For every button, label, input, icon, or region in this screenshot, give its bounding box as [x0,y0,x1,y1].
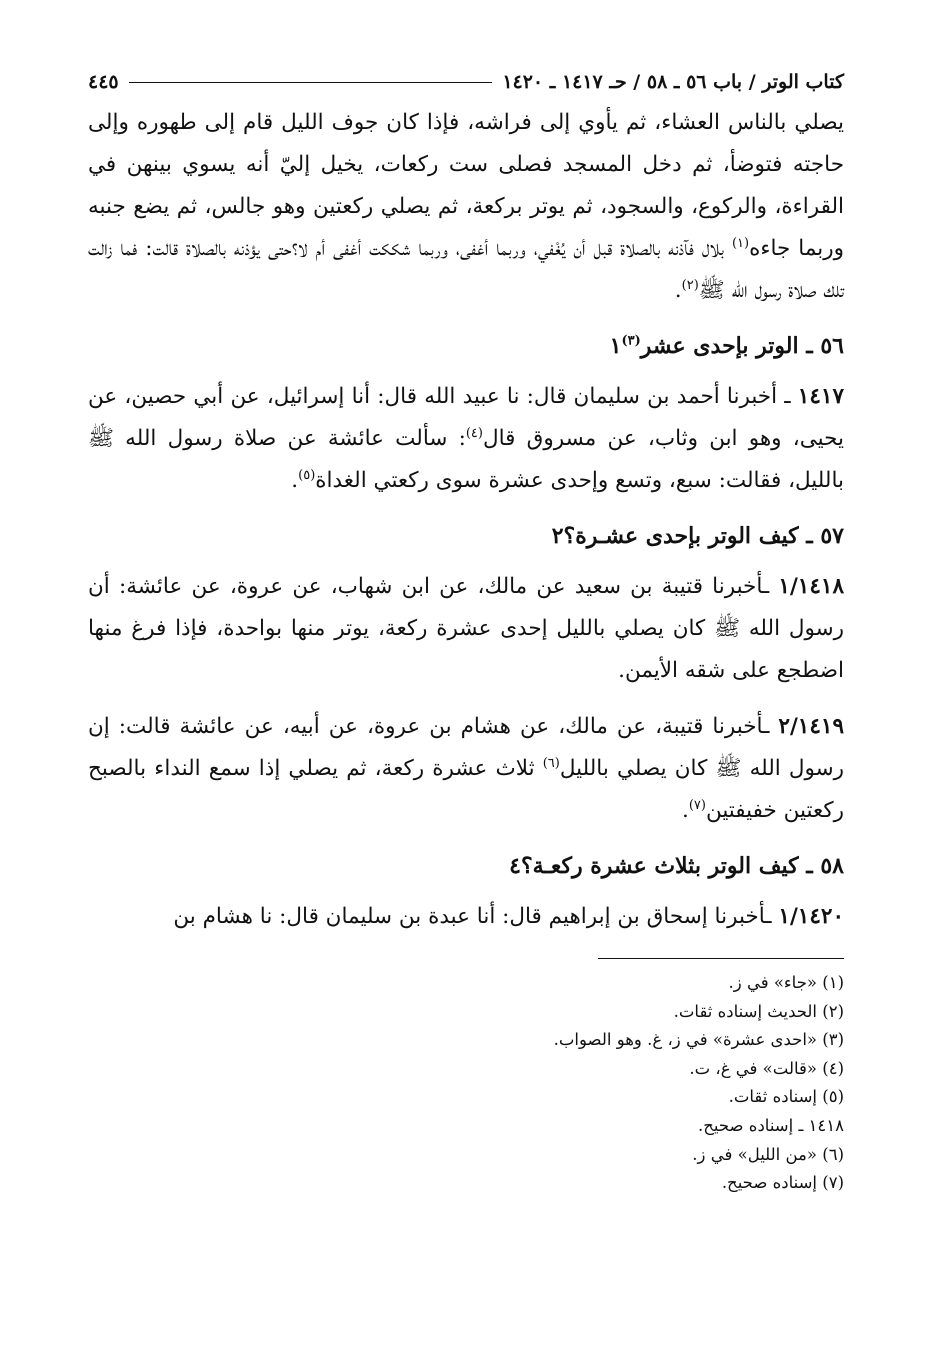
footnote: (٥) إسناده ثقات. [728,1087,844,1107]
hadith-number: ١/١٤١٨ [778,574,844,599]
hadith-number: ٢/١٤١٩ [778,714,844,739]
footnote: (٦) «من الليل» في ز. [692,1144,844,1164]
section-title: ٥٨ ـ كيف الوتر بثلاث عشرة ركعـة؟٤ [509,853,844,879]
section-title: ٥٧ ـ كيف الوتر بإحدى عشـرة؟٢ [551,523,844,549]
footnote-ref: (٣) [621,333,641,349]
hadith-paragraph: ١٤١٧ ـ أخبرنا أحمد بن سليمان قال: نا عبيد الله قال: أنا إسرائيل، عن أبي حصين، عن يحيى، وهو ابن وثاب، عن مسروق قال$^{(٤)}$: سألت عائشة عن صلاة رسول الله ﷺ بالليل، فقالت: سبع، وتسع وإحدى عشرة سوى ركعتي الغداة$^{(٥)}$. [88,384,844,493]
body-text [88,102,844,938]
footnotes [88,969,844,1198]
hadith-number: ١٤١٧ [797,384,844,409]
footnote: ١٤١٨ ـ إسناده صحيح. [698,1115,844,1135]
footnote-ref: (٤) [465,425,483,441]
hadith-number: ١/١٤٢٠ [778,904,844,929]
header-rule [129,82,493,83]
footnote: (٣) «احدى عشرة» في ز، غ. وهو الصواب. [553,1030,844,1050]
footnote-ref: (١) [731,235,750,251]
page-number: ٤٤٥ [88,71,119,93]
footnote-ref: (٥) [298,467,316,483]
book-page [88,62,844,1198]
header-title: كتاب الوتر / باب ٥٦ ـ ٥٨ / حـ ١٤١٧ ـ ١٤٢٠ [502,71,844,93]
running-header [88,62,844,102]
intro-paragraph: يصلي بالناس العشاء، ثم يأوي إلى فراشه، فإذا كان جوف الليل قام إلى طهوره وإلى حاجته فتوضأ، ثم دخل المسجد فصلى ست ركعات، يخيل إليّ أنه يسوي بينهن في القراءة، والركوع، والسجود، ثم يوتر بركعة، ثم يصلي ركعتين وهو جالس، ثم يضع جنبه وربما جاءه$^{(١)}$ بلال فآذنه بالصلاة قبل أن يُغْفي، وربما أغفى، وربما شككت أغفى أم لا؟حتى يؤذنه بالصلاة قالت: فما زالت تلك صلاة رسول الله ﷺ$^{(٢)}$. [88,110,845,303]
footnote: (٢) الحديث إسناده ثقات. [673,1001,844,1021]
footnote-divider [598,958,844,959]
hadith-paragraph: ٢/١٤١٩ ـأخبرنا قتيبة، عن مالك، عن هشام بن عروة، عن أبيه، عن عائشة قالت: إن رسول الله ﷺ كان يصلي بالليل$^{(٦)}$ ثلاث عشرة ركعة، ثم يصلي إذا سمع النداء بالصبح ركعتين خفيفتين$^{(٧)}$. [88,714,844,823]
footnote-ref: (٦) [542,755,560,771]
section-title: ٥٦ ـ الوتر بإحدى عشر$^{(٣)}$١ [609,333,844,359]
footnote-ref: (٢) [681,277,699,293]
footnote: (٧) إسناده صحيح. [721,1173,844,1193]
hadith-paragraph: ١/١٤١٨ ـأخبرنا قتيبة بن سعيد عن مالك، عن ابن شهاب، عن عروة، عن عائشة: أن رسول الله ﷺ كان يصلي بالليل إحدى عشرة ركعة، يوتر منها بواحدة، فإذا فرغ منها اضطجع على شقه الأيمن. [88,574,844,683]
footnote-ref: (٧) [688,797,706,813]
footnote: (١) «جاء» في ز. [728,973,844,992]
footnote: (٤) «قالت» في غ، ت. [689,1058,844,1078]
hadith-paragraph: ١/١٤٢٠ ـأخبرنا إسحاق بن إبراهيم قال: أنا عبدة بن سليمان قال: نا هشام بن [173,904,844,929]
